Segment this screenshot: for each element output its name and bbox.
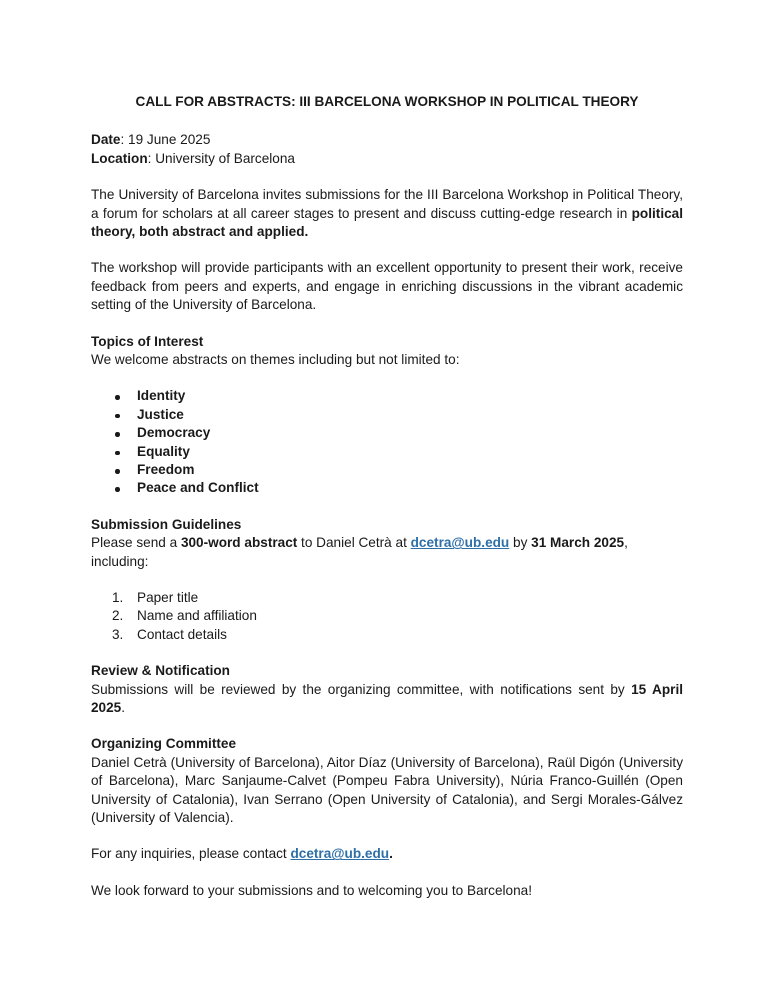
review-text: Submissions will be reviewed by the organizing committee, with notifications sent by: [91, 681, 632, 697]
guidelines-text-5: including:: [91, 553, 149, 569]
guidelines-text-3: by: [509, 535, 532, 551]
review-end: .: [121, 700, 126, 716]
location-label: Location: [91, 150, 148, 166]
intro-bold: political theory, both abstract and applied.: [91, 205, 683, 240]
list-item: Identity: [91, 387, 683, 405]
inquiries-end: .: [389, 846, 393, 862]
list-label: Paper title: [137, 590, 199, 606]
guidelines-text-4: ,: [624, 535, 628, 551]
committee-paragraph: Daniel Cetrà (University of Barcelona), Aitor Díaz (University of Barcelona), Raül Digón (University of Barcelona), Marc Sanjaume-Calvet (Pompeu Fabra University), Núria Franco-Guillén (Open University of Catalonia), Ivan Serrano (Open University of Catalonia), and Sergi Morales-Gálvez (University of Valencia).: [91, 754, 683, 826]
date-label: Date: [91, 132, 121, 148]
location-line: [91, 150, 683, 168]
intro-text: The University of Barcelona invites submissions for the III Barcelona Workshop in Political Theory, a forum for scholars at all career stages to present and discuss cutting-edge research in: [91, 187, 683, 221]
list-item: Freedom: [91, 461, 683, 479]
list-label: Contact details: [137, 626, 227, 642]
committee-heading: Organizing Committee: [91, 736, 237, 752]
review-bold: 15 April 2025: [91, 681, 684, 716]
list-item: Democracy: [91, 424, 683, 442]
list-item: [91, 589, 683, 607]
location-value: : University of Barcelona: [147, 150, 295, 166]
list-number: 2.: [112, 608, 124, 624]
guidelines-text-1: Please send a: [91, 535, 181, 551]
list-label: Name and affiliation: [137, 608, 257, 624]
topics-intro: We welcome abstracts on themes including but not limited to:: [91, 352, 460, 368]
email-link[interactable]: dcetra@ub.edu: [410, 535, 510, 551]
topics-heading: Topics of Interest: [91, 333, 204, 349]
list-item: [91, 626, 683, 644]
list-item: Justice: [91, 406, 683, 424]
list-item: [91, 607, 683, 625]
date-value: : 19 June 2025: [120, 132, 211, 148]
workshop-paragraph: The workshop will provide participants with an excellent opportunity to present their work, receive feedback from peers and experts, and engage in enriching discussions in the vibrant academic setting of the University of Barcelona.: [91, 260, 683, 313]
document-title: CALL FOR ABSTRACTS: III BARCELONA WORKSHOP IN POLITICAL THEORY: [135, 94, 639, 109]
list-item: Peace and Conflict: [91, 479, 683, 497]
guidelines-heading: Submission Guidelines: [91, 516, 242, 532]
guidelines-text-2: to Daniel Cetrà at: [297, 535, 411, 551]
list-number: 1.: [112, 590, 124, 606]
inquiries-email-link[interactable]: dcetra@ub.edu: [290, 846, 390, 862]
intro-paragraph: [91, 186, 683, 241]
guidelines-list: [91, 589, 683, 644]
list-number: 3.: [112, 626, 124, 642]
review-paragraph: [91, 681, 683, 718]
inquiries-text: For any inquiries, please contact: [91, 846, 291, 862]
review-heading: Review & Notification: [91, 663, 230, 679]
guidelines-text: [91, 534, 683, 552]
guidelines-bold-1: 300-word abstract: [180, 535, 298, 551]
closing-line: We look forward to your submissions and to welcoming you to Barcelona!: [91, 882, 533, 898]
inquiries-line: [91, 845, 683, 863]
document-body: [91, 93, 683, 900]
guidelines-bold-2: 31 March 2025: [531, 535, 625, 551]
date-line: [91, 131, 683, 149]
list-item: Equality: [91, 443, 683, 461]
topics-list: [91, 387, 683, 497]
